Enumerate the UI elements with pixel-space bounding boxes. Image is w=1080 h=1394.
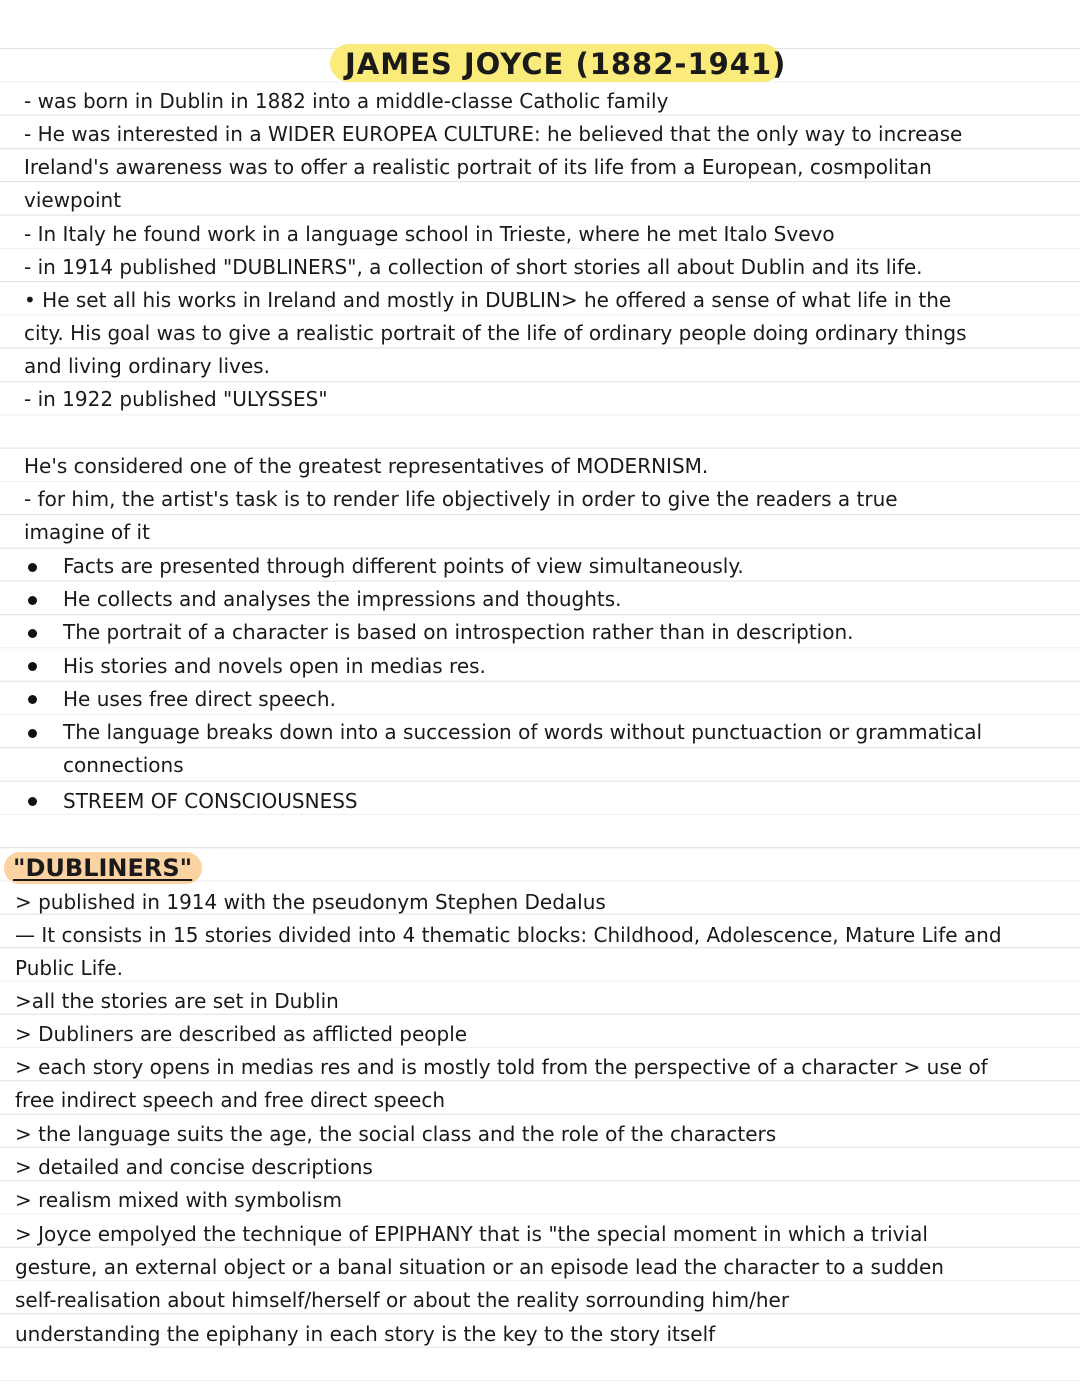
dubliners-line: — It consists in 15 stories divided into 4 thematic blocks: Childhood, Adolescence, Mature Life and [15,923,1002,947]
dubliners-line: > Joyce empolyed the technique of EPIPHANY that is "the special moment in which a trivial [15,1222,928,1246]
intro-line: - In Italy he found work in a language school in Trieste, where he met Italo Svevo [24,222,835,246]
bullet-item: The language breaks down into a succession of words without punctuaction or grammatical [63,720,983,744]
intro-line: - in 1922 published "ULYSSES" [24,387,328,411]
intro-line: city. His goal was to give a realistic portrait of the life of ordinary people doing ordinary things [24,321,967,345]
intro-line: viewpoint [24,188,122,212]
bullet-item: Facts are presented through different points of view simultaneously. [63,554,744,578]
dubliners-line: >all the stories are set in Dublin [15,989,339,1013]
bullet-dot [28,797,37,806]
modernism-line: imagine of it [24,520,150,544]
dubliners-line: > Dubliners are described as afflicted people [15,1022,468,1046]
dubliners-line: free indirect speech and free direct speech [15,1088,446,1112]
bullet-dot [28,563,37,572]
intro-line: and living ordinary lives. [24,354,270,378]
bullet-dot [28,695,37,704]
intro-line: • He set all his works in Ireland and mostly in DUBLIN> he offered a sense of what life in the [24,288,952,312]
modernism-line: He's considered one of the greatest representatives of MODERNISM. [24,454,709,478]
intro-line: - was born in Dublin in 1882 into a middle-classe Catholic family [24,89,669,113]
dubliners-line: > published in 1914 with the pseudonym Stephen Dedalus [15,890,606,914]
bullet-item: His stories and novels open in medias res. [63,654,486,678]
dubliners-line: self-realisation about himself/herself or about the reality sorrounding him/her [15,1288,790,1312]
bullet-dot [28,596,37,605]
dubliners-line: gesture, an external object or a banal situation or an episode lead the character to a sudden [15,1255,944,1279]
intro-line: - He was interested in a WIDER EUROPEA CULTURE: he believed that the only way to increase [24,122,963,146]
intro-line: Ireland's awareness was to offer a realistic portrait of its life from a European, cosmpolitan [24,155,932,179]
bullet-dot [28,662,37,671]
dubliners-line: Public Life. [15,956,123,980]
dubliners-line: understanding the epiphany in each story is the key to the story itself [15,1322,716,1346]
bullet-item: He uses free direct speech. [63,687,336,711]
section-title-dubliners: "DUBLINERS" [13,854,193,882]
dubliners-line: > the language suits the age, the social class and the role of the characters [15,1122,777,1146]
bullet-dot [28,729,37,738]
bullet-item: The portrait of a character is based on introspection rather than in description. [63,620,854,644]
modernism-line: - for him, the artist's task is to render life objectively in order to give the readers a true [24,487,898,511]
bullet-item: He collects and analyses the impressions and thoughts. [63,587,622,611]
page-title: JAMES JOYCE (1882-1941) [345,47,787,81]
bullet-dot [28,629,37,638]
intro-line: - in 1914 published "DUBLINERS", a collection of short stories all about Dublin and its life. [24,255,923,279]
bullet-item-continuation: connections [63,753,184,777]
dubliners-line: > detailed and concise descriptions [15,1155,373,1179]
dubliners-line: > realism mixed with symbolism [15,1188,342,1212]
dubliners-line: > each story opens in medias res and is mostly told from the perspective of a character > use of [15,1055,988,1079]
bullet-item: STREEM OF CONSCIOUSNESS [63,789,358,813]
